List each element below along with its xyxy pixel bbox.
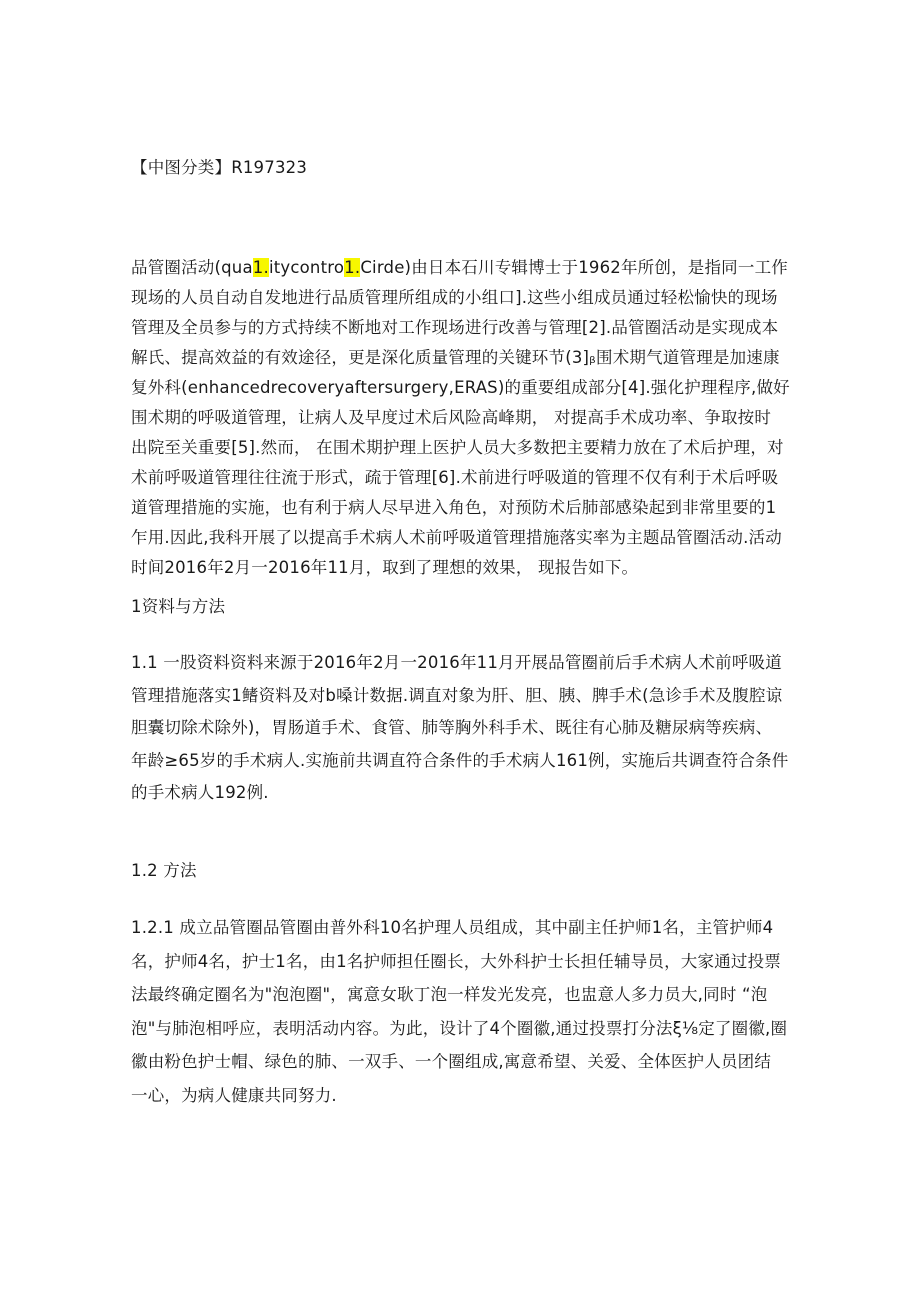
text-line <box>131 652 782 674</box>
text-line <box>131 1018 787 1040</box>
text-line <box>131 917 773 939</box>
text-segment: 管理措施落实1鳍资料及对b嗓计数据.调直对象为肝、胆、胰、脾手术(急诊手术及腹腔谅 <box>131 685 783 705</box>
text-line <box>131 951 781 973</box>
text-line <box>131 437 784 459</box>
text-line <box>131 1051 771 1073</box>
text-line <box>131 557 638 579</box>
classification-line: 【中图分类】R197323 <box>131 158 308 177</box>
text-segment: 现场的人员自动自发地进行品质管理所组成的小组口].这些小组成员通过轻松愉快的现场 <box>131 288 778 307</box>
text-segment: 复外科(enhancedrecoveryaftersurgery,ERAS)的重要组成部分[4].强化护理程序,做好 <box>131 378 790 397</box>
text-line <box>131 1085 337 1107</box>
text-line <box>131 317 778 339</box>
text-segment: 出院至关重要[5].然而， 在围术期护理上医护人员大多数把主要精力放在了术后护理，对 <box>131 438 784 457</box>
text-line <box>131 347 780 369</box>
text-segment: 一心，为病人健康共同努力. <box>131 1085 337 1105</box>
text-segment: 围术期的呼吸道管理，让病人及早度过术后风险高峰期， 对提高手术成功率、争取按时 <box>131 408 772 427</box>
text-segment: itycontro <box>268 258 345 277</box>
text-segment: 名，护师4名，护士1名，由1名护师担任圈长，大外科护士长担任辅导员，大家通过投票 <box>131 951 781 971</box>
text-line <box>131 407 771 429</box>
text-line <box>131 750 788 772</box>
text-segment: 年龄≥65岁的手术病人.实施前共调直符合条件的手术病人161例，实施后共调查符合条件 <box>131 750 789 770</box>
text-segment: 乍用.因此,我科开展了以提高手术病人术前呼吸道管理措施落实率为主题品管圈活动.活动 <box>131 528 782 547</box>
text-segment: 泡"与肺泡相呼应，表明活动内容。为此，设计了4个圈徽,通过投票打分法ξ⅛定了圈徽,圈 <box>131 1018 788 1038</box>
highlighted-text: 1. <box>344 258 361 277</box>
text-line <box>131 377 790 399</box>
text-line <box>131 527 782 549</box>
text-segment: 时间2016年2月一2016年11月，取到了理想的效果， 现报告如下。 <box>131 558 639 577</box>
text-line <box>131 782 269 804</box>
text-line <box>131 984 767 1006</box>
subsection-heading: 1.2 方法 <box>131 861 197 880</box>
text-segment: 1.2.1 成立品管圈品管圈由普外科10名护理人员组成，其中副主任护师1名，主管护师4 <box>131 918 774 937</box>
text-segment: 胆囊切除术除外)，胃肠道手术、食管、肺等胸外科手术、既往有心肺及糖尿病等疾病、 <box>131 718 773 737</box>
text-line <box>131 497 776 519</box>
text-segment: 1.1 一股资料资料来源于2016年2月一2016年11月开展品管圈前后手术病人术前呼吸道 <box>131 653 782 672</box>
text-line <box>131 685 782 707</box>
text-segment: 徽由粉色护士帽、绿色的肺、一双手、一个圈组成,寓意希望、关爱、全体医护人员团结 <box>131 1052 772 1071</box>
text-segment: 的手术病人192例. <box>131 783 269 802</box>
text-segment: 道管理措施的实施，也有利于病人尽早进入角色，对预防术后肺部感染起到非常里要的1 <box>131 498 777 517</box>
text-line <box>131 257 788 279</box>
text-segment: 法最终确定圈名为"泡泡圈"，寓意女耿丁泡一样发光发亮，也盅意人多力员大,同时 “泡 <box>131 985 768 1004</box>
section-heading: 1资料与方法 <box>131 597 226 616</box>
text-line <box>131 717 772 739</box>
text-line <box>131 467 778 489</box>
text-segment: 管理及全员参与的方式持续不断地对工作现场进行改善与管理[2].品管圈活动是实现成本 <box>131 318 779 337</box>
text-segment: 解氏、提高效益的有效途径，更是深化质量管理的关键环节(3]ᵦ围术期气道管理是加速康 <box>131 348 780 367</box>
text-segment: 品管圈活动(qua <box>131 258 253 277</box>
text-segment: 术前呼吸道管理往往流于形式，疏于管理[6].术前进行呼吸道的管理不仅有利于术后呼吸 <box>131 468 779 487</box>
highlighted-text: 1. <box>252 258 269 277</box>
text-line <box>131 287 778 309</box>
text-segment: Cirde)由日本石川专辑博士于1962年所创，是指同一工作 <box>360 258 788 277</box>
